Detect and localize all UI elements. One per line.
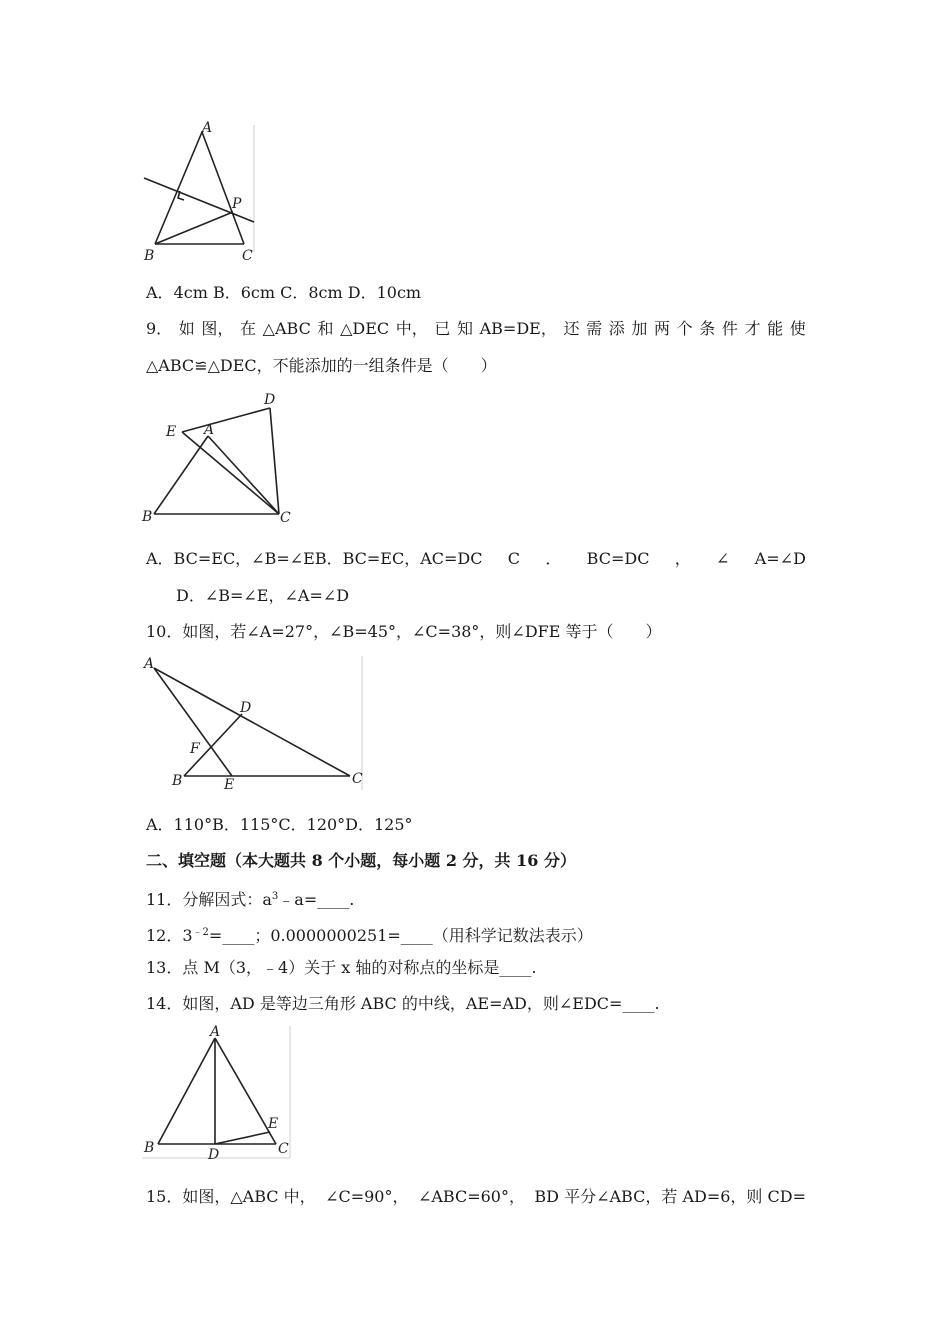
q9-line1 [146,318,806,340]
q12-post: =____；0.0000000251=____（用科学记数法表示） [208,926,593,945]
label-c: C [280,510,291,526]
q9-option-part: A．BC=EC，∠B=∠EB．BC=EC，AC=DC [146,549,483,568]
label-d: D [240,700,252,716]
q15 [146,1186,806,1208]
label-c: C [278,1141,289,1157]
q9-part: 需 [586,319,603,338]
q9-part: 中， [395,319,428,338]
label-c: C [242,248,253,264]
q9-option-part: ， [674,549,691,568]
label-d: D [208,1147,220,1163]
q9-options-line2: D．∠B=∠E，∠A=∠D [176,586,350,605]
q9-option-part: ． [545,549,562,568]
q11-post: ﹣a=____. [278,890,355,909]
q9-part: 两 [653,319,670,338]
q9-part: AB=DE， [479,319,557,338]
q9-part: 已 [434,319,451,338]
q9-part: 添 [608,319,625,338]
q9-part: 能 [767,319,784,338]
q9-part: △DEC [340,319,390,338]
q13: 13．点 M（3，﹣4）关于 x 轴的对称点的坐标是____. [146,958,537,977]
q15-part: BD 平分∠ABC，若 AD=6，则 CD= [534,1187,806,1206]
q9-part: 才 [744,319,761,338]
label-p: P [232,196,242,212]
label-e: E [224,777,235,793]
label-e: E [166,424,177,440]
q15-part: 15．如图，△ABC 中， [146,1187,316,1206]
q9-part: 知 [456,319,473,338]
q9-line2: △ABC≌△DEC，不能添加的一组条件是（ ） [146,356,497,375]
section-heading: 二、填空题（本大题共 8 个小题，每小题 2 分，共 16 分） [146,851,576,870]
q9-part: 图， [201,319,234,338]
label-a: A [144,656,155,672]
q8-options: A．4cm B．6cm C．8cm D．10cm [146,283,422,302]
label-e: E [268,1116,279,1132]
label-c: C [352,771,363,787]
q10-options: A．110°B．115°C．120°D．125° [146,815,413,834]
label-b: B [144,1140,155,1156]
q9-part: 在 [240,319,257,338]
q9-part: 9． [146,319,173,338]
figure-triangle-abc-p [140,120,260,265]
label-b: B [144,248,155,264]
q9-option-part: ∠ [716,549,730,568]
q15-part: ∠C=90°， [325,1187,409,1206]
label-b: B [142,509,153,525]
q14: 14．如图，AD 是等边三角形 ABC 的中线，AE=AD，则∠EDC=____. [146,994,660,1013]
q9-part: 加 [631,319,648,338]
label-b: B [172,773,183,789]
q12-pre: 12．3 [146,926,193,945]
figure-triangle-def [140,652,370,797]
label-d: D [264,392,276,408]
q9-part: 个 [676,319,693,338]
figure-triangles-abc-dec [140,388,300,528]
q11-exponent: 3 [271,891,279,902]
q9-part: 条 [699,319,716,338]
q11 [146,886,354,911]
q15-part: ∠ABC=60°， [417,1187,525,1206]
figure-equilateral-triangle [140,1022,300,1162]
q9-options-line1 [146,548,806,570]
q11-pre: 11．分解因式：a [146,890,272,909]
q10-text: 10．如图，若∠A=27°，∠B=45°，∠C=38°，则∠DFE 等于（ ） [146,622,662,641]
q12 [146,922,593,947]
q9-part: 还 [563,319,580,338]
q9-part: 件 [721,319,738,338]
q12-exponent: ﹣2 [192,927,209,938]
label-a: A [210,1024,221,1040]
q9-option-part: A=∠D [754,549,806,568]
q9-part: 如 [178,319,195,338]
q9-option-part: C [507,549,521,568]
label-f: F [190,741,200,757]
q9-part: 和 [317,319,334,338]
q9-option-part: BC=DC [586,549,650,568]
label-a: A [202,120,213,136]
q9-part: △ABC [262,319,311,338]
q9-part: 使 [789,319,806,338]
label-a: A [204,422,215,438]
